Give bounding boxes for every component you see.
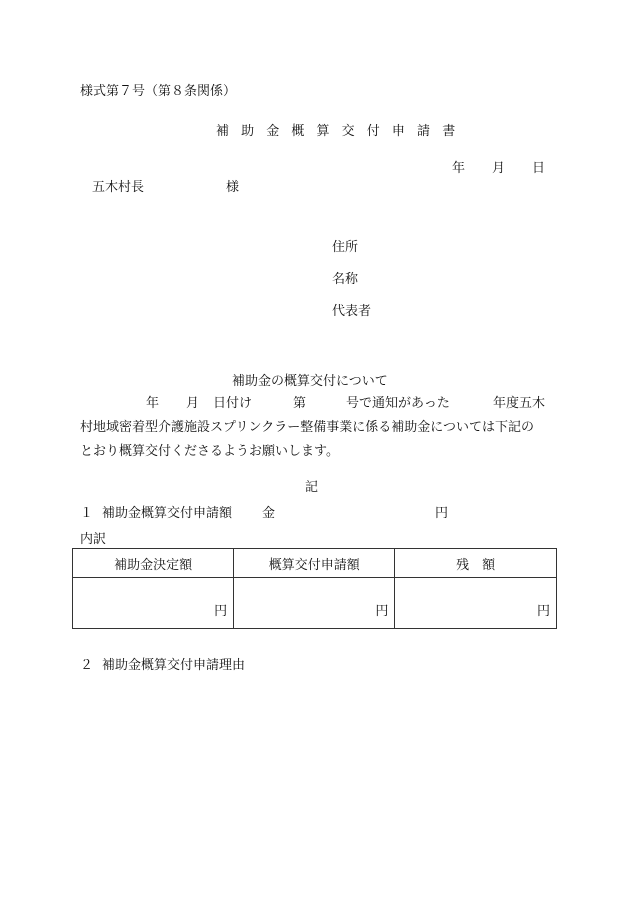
item-2-number: ２: [80, 658, 94, 673]
breakdown-table: [72, 548, 557, 629]
addressee-name: 五木村長: [92, 180, 145, 195]
table-cell-decided-amount: 円: [73, 578, 234, 629]
body-paragraph: [80, 392, 550, 464]
item-1-number: １: [80, 506, 94, 521]
date-day-label: 日: [532, 161, 546, 176]
date-year-label: 年: [452, 161, 466, 176]
item-2-label: 補助金概算交付申請理由: [102, 658, 246, 673]
body-fiscal-year: 年度五木: [493, 396, 546, 411]
item-1-currency-suffix: 円: [435, 506, 449, 521]
document-title: 補 助 金 概 算 交 付 申 請 書: [216, 124, 460, 139]
subject-line: 補助金の概算交付について: [232, 374, 388, 389]
applicant-representative-label: 代表者: [332, 304, 372, 319]
date-month-label: 月: [492, 161, 506, 176]
breakdown-label: 内訳: [80, 532, 107, 547]
body-date-suffix: 日付け: [213, 396, 253, 411]
table-header-row: [73, 549, 557, 578]
body-month: 月: [186, 396, 200, 411]
table-header-remaining-amount: 残 額: [395, 549, 557, 578]
form-number: 様式第７号（第８条関係）: [80, 84, 237, 99]
table-header-requested-amount: 概算交付申請額: [234, 549, 395, 578]
body-number-prefix: 第: [293, 396, 307, 411]
table-cell-requested-amount: 円: [234, 578, 395, 629]
body-line-2: 村地域密着型介護施設スプリンクラー整備事業に係る補助金については下記の: [80, 420, 534, 435]
applicant-address-label: 住所: [332, 240, 359, 255]
body-year: 年: [146, 396, 160, 411]
table-header-decided-amount: 補助金決定額: [73, 549, 234, 578]
item-1-currency-prefix: 金: [262, 506, 276, 521]
table-cell-remaining-amount: 円: [395, 578, 557, 629]
table-row: [73, 578, 557, 629]
body-line-3: とおり概算交付くださるようお願いします。: [80, 444, 339, 459]
addressee-honorific: 様: [226, 180, 240, 195]
body-number-suffix: 号で通知があった: [346, 396, 450, 411]
body-line-1: [80, 392, 550, 416]
ki-heading: 記: [305, 480, 319, 495]
item-1-label: 補助金概算交付申請額: [102, 506, 233, 521]
applicant-name-label: 名称: [332, 272, 359, 287]
